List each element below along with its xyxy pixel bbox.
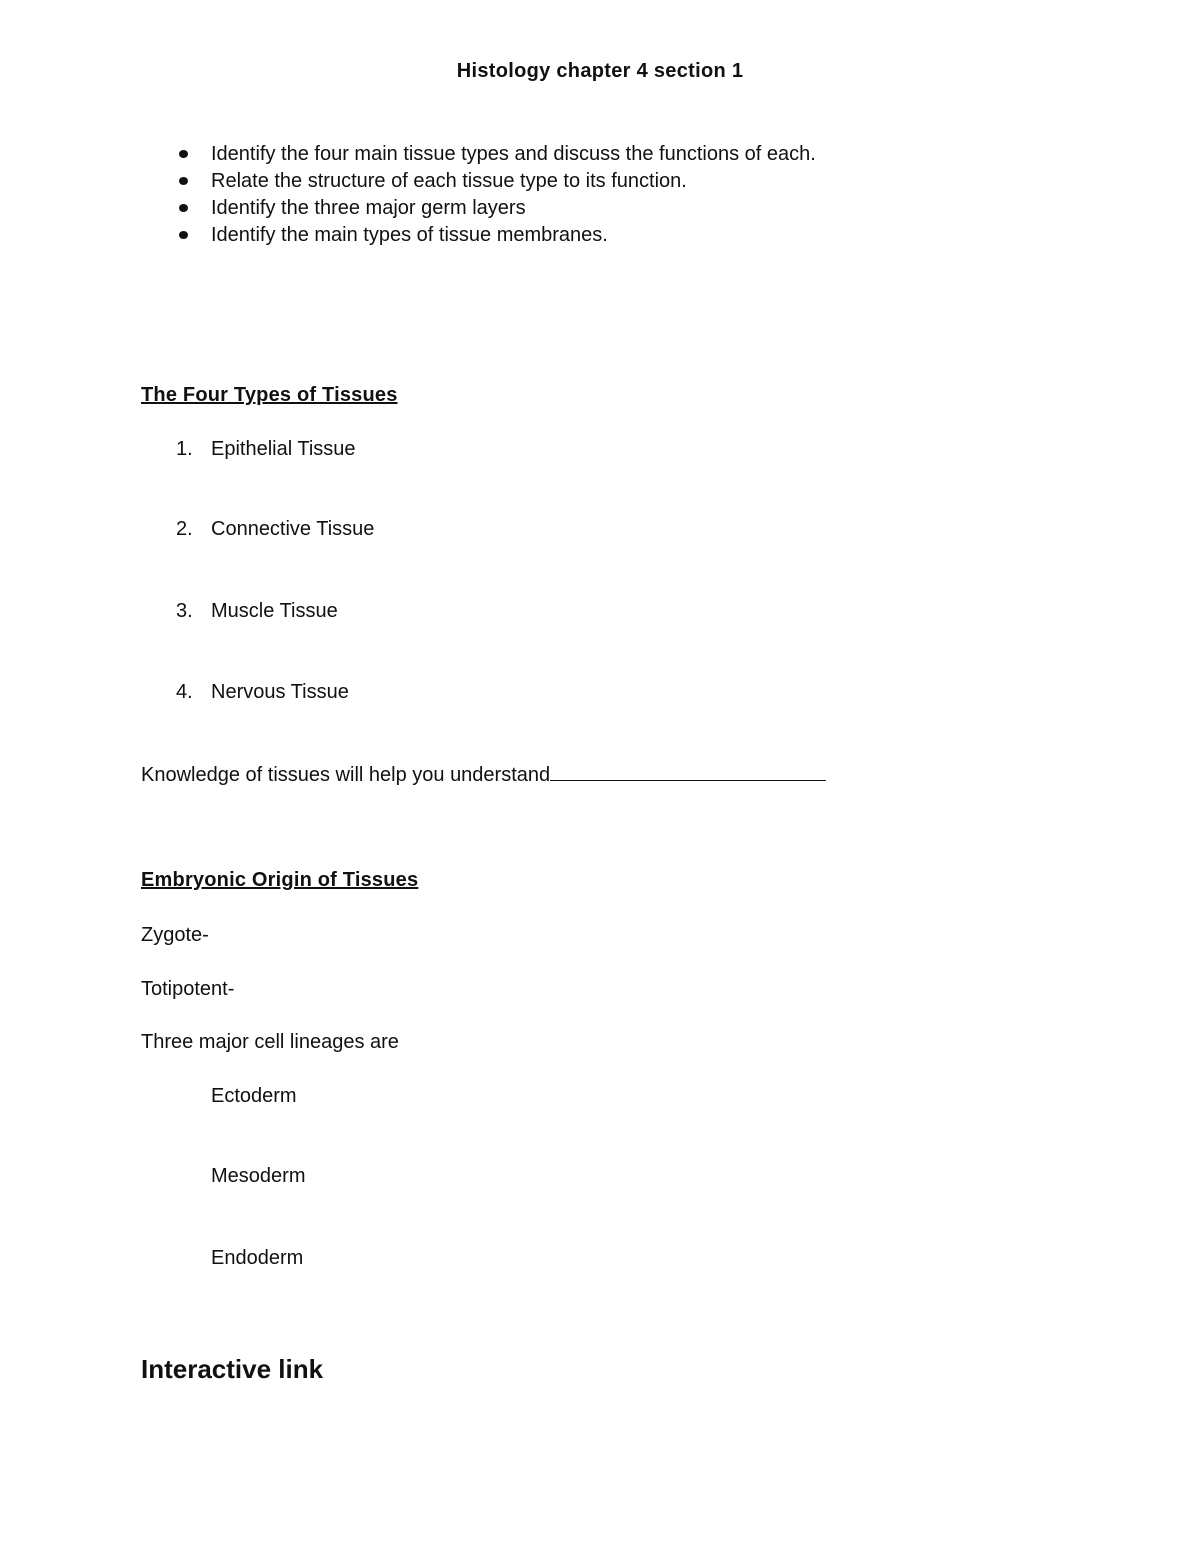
lineage-item-ectoderm: Ectoderm	[211, 1085, 297, 1107]
four-types-heading: The Four Types of Tissues	[141, 384, 398, 406]
bullet-icon	[179, 177, 188, 185]
objective-text: Relate the structure of each tissue type to its function.	[211, 170, 687, 192]
lineage-item-mesoderm: Mesoderm	[211, 1165, 306, 1187]
objective-item	[176, 223, 816, 250]
item-label: Connective Tissue	[211, 518, 375, 540]
objective-text: Identify the main types of tissue membranes.	[211, 224, 608, 246]
objectives-list	[176, 142, 816, 250]
tissue-type-item	[176, 681, 349, 704]
lineage-item-endoderm: Endoderm	[211, 1247, 304, 1269]
tissue-type-item	[176, 438, 356, 461]
item-number: 4.	[176, 681, 193, 703]
interactive-link[interactable]: Interactive link	[141, 1354, 324, 1384]
objective-item	[176, 196, 816, 223]
lineages-intro: Three major cell lineages are	[141, 1031, 399, 1053]
objective-text: Identify the three major germ layers	[211, 197, 526, 219]
zygote-term: Zygote-	[141, 924, 209, 946]
item-number: 3.	[176, 600, 193, 622]
bullet-icon	[179, 150, 188, 158]
item-label: Nervous Tissue	[211, 681, 349, 703]
item-number: 1.	[176, 438, 193, 460]
totipotent-term: Totipotent-	[141, 978, 235, 1000]
tissue-type-item	[176, 518, 374, 541]
objective-item	[176, 142, 816, 169]
tissue-type-item	[176, 600, 338, 623]
bullet-icon	[179, 231, 188, 239]
objective-item	[176, 169, 816, 196]
knowledge-prompt-line	[141, 762, 826, 787]
knowledge-prompt: Knowledge of tissues will help you understand	[141, 764, 551, 786]
item-number: 2.	[176, 518, 193, 540]
objective-text: Identify the four main tissue types and discuss the functions of each.	[211, 143, 816, 165]
item-label: Epithelial Tissue	[211, 438, 356, 460]
document-title: Histology chapter 4 section 1	[456, 60, 744, 82]
bullet-icon	[179, 204, 188, 212]
embryonic-heading: Embryonic Origin of Tissues	[141, 869, 419, 891]
fill-in-blank[interactable]	[550, 762, 826, 781]
item-label: Muscle Tissue	[211, 600, 338, 622]
